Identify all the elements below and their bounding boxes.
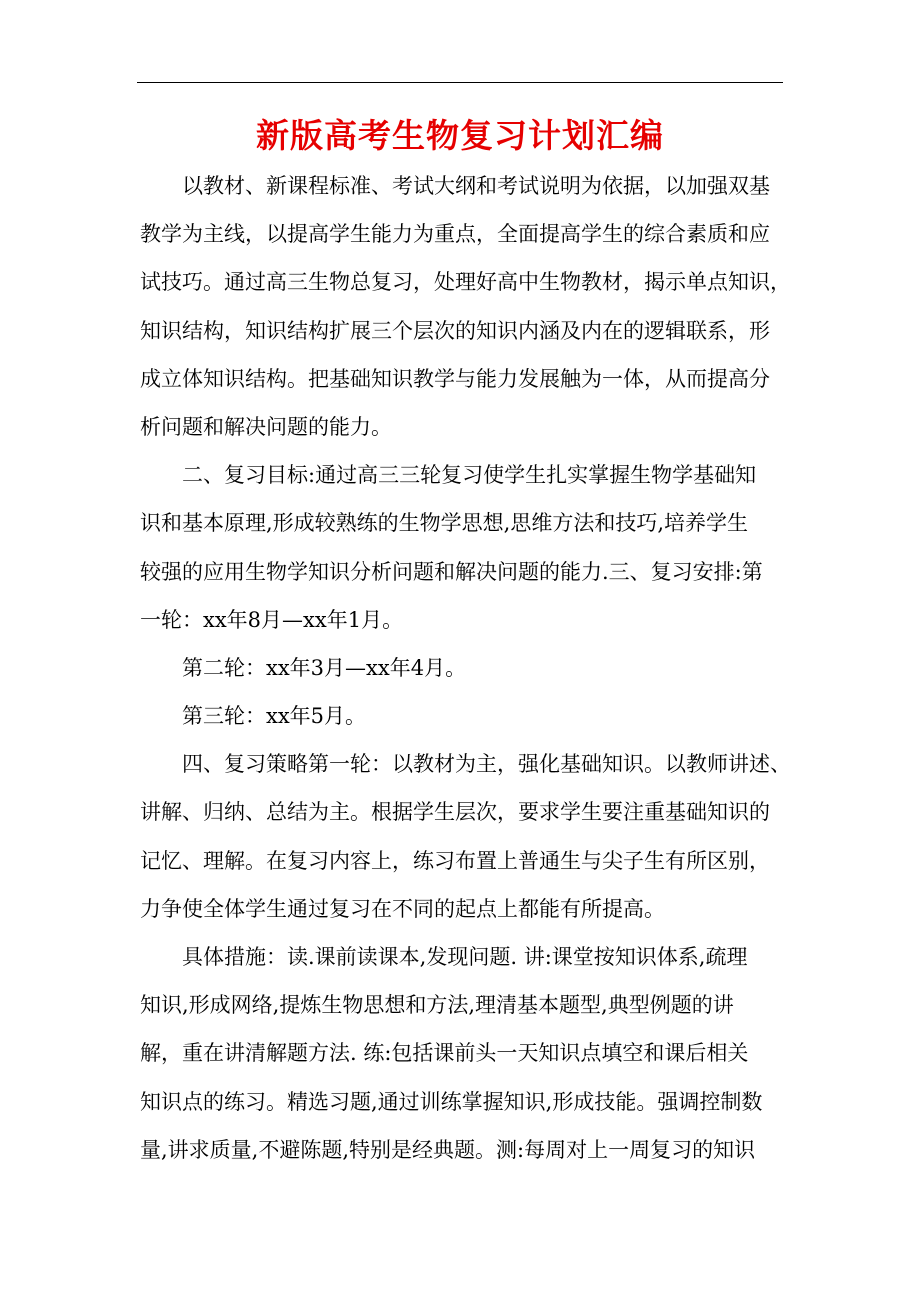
document-body [140, 162, 800, 1174]
paragraph-line: 第三轮：xx年5月。 [182, 704, 367, 729]
paragraph-line: 一轮：xx年8月—xx年1月。 [140, 607, 404, 632]
paragraph-line: 四、复习策略第一轮：以教材为主，强化基础知识。以教师讲述、 [182, 752, 791, 777]
paragraph-line: 解，重在讲清解题方法. 练:包括课前头一天知识点填空和课后相关 [140, 1041, 749, 1066]
paragraph-line: 量,讲求质量,不避陈题,特别是经典题。测:每周对上一周复习的知识 [140, 1137, 756, 1162]
paragraph-line: 具体措施：读.课前读课本,发现问题. 讲:课堂按知识体系,疏理 [182, 945, 748, 969]
paragraph-line: 识和基本原理,形成较熟练的生物学思想,思维方法和技巧,培养学生 [140, 511, 749, 536]
paragraph-line: 成立体知识结构。把基础知识教学与能力发展触为一体，从而提高分 [140, 366, 770, 391]
paragraph-line: 第二轮：xx年3月—xx年4月。 [182, 655, 467, 680]
paragraph-line: 讲解、归纳、总结为主。根据学生层次，要求学生要注重基础知识的 [140, 800, 770, 825]
paragraph-line: 知识,形成网络,提炼生物思想和方法,理清基本题型,典型例题的讲 [140, 993, 734, 1018]
document-title: 新版高考生物复习计划汇编 [256, 116, 664, 155]
paragraph-line: 以教材、新课程标准、考试大纲和考试说明为依据，以加强双基 [182, 174, 770, 198]
paragraph-line: 知识点的练习。精选习题,通过训练掌握知识,形成技能。强调控制数 [140, 1089, 763, 1114]
paragraph-line: 知识结构，知识结构扩展三个层次的知识内涵及内在的逻辑联系，形 [140, 318, 770, 343]
paragraph-line: 较强的应用生物学知识分析问题和解决问题的能力.三、复习安排:第 [140, 559, 763, 584]
paragraph-line: 试技巧。通过高三生物总复习，处理好高中生物教材，揭示单点知识， [140, 270, 791, 295]
paragraph-line: 教学为主线，以提高学生能力为重点，全面提高学生的综合素质和应 [140, 222, 770, 247]
paragraph-line: 二、复习目标:通过高三三轮复习使学生扎实掌握生物学基础知 [182, 463, 757, 488]
paragraph-line: 记忆、理解。在复习内容上，练习布置上普通生与尖子生有所区别， [140, 848, 770, 873]
header-rule [137, 82, 783, 83]
paragraph-line: 析问题和解决问题的能力。 [140, 414, 392, 439]
paragraph-line: 力争使全体学生通过复习在不同的起点上都能有所提高。 [140, 896, 665, 921]
